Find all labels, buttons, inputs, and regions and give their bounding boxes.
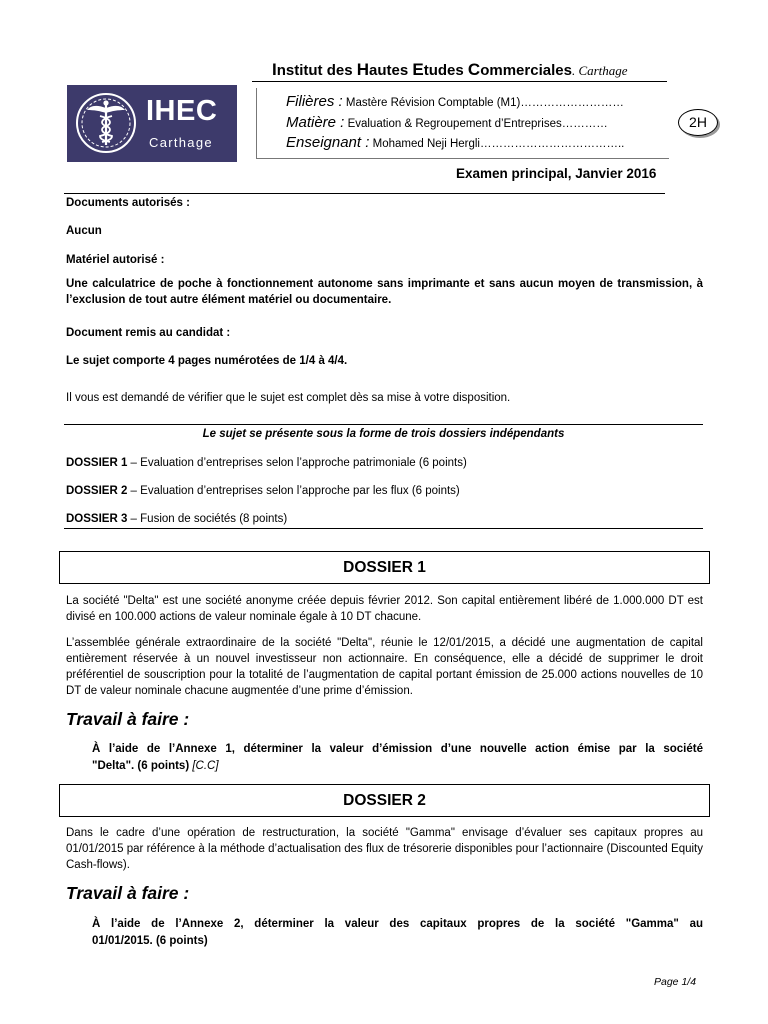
filieres-line: Filières : Mastère Révision Comptable (M1)……………………… — [286, 93, 624, 110]
dossier-2-title: DOSSIER 2 — [59, 784, 710, 817]
exam-title: Examen principal, Janvier 2016 — [456, 166, 657, 181]
dossier-2-paragraph-1: Dans le cadre d’une opération de restructuration, la société "Gamma" envisage d’évaluer ses capitaux propres au 01/01/2015 par référence à la méthode d’actualisation des flux de trésorerie disponibles pour l’actionnaire (Discounted Equity Cash-flows). — [66, 827, 703, 871]
header-bottom-rule — [64, 193, 665, 194]
ihec-logo — [67, 85, 237, 162]
structure-intro: Le sujet se présente sous la forme de trois dossiers indépendants — [202, 428, 565, 440]
documents-label: Documents autorisés : — [66, 197, 190, 209]
enseignant-line: Enseignant : Mohamed Neji Hergli……………………………….. — [286, 134, 625, 151]
header-rule — [252, 81, 667, 82]
structure-item-2: DOSSIER 2 – Evaluation d’entreprises selon l’approche par les flux (6 points) — [66, 485, 460, 497]
dossier-1-travail-heading: Travail à faire : — [66, 709, 190, 729]
materiel-label: Matériel autorisé : — [66, 254, 165, 266]
institute-title: Institut des Hautes Etudes Commerciales. Carthage — [272, 60, 628, 79]
logo-ihec-text: IHEC — [146, 95, 218, 127]
dossier-1-paragraph-2: L’assemblée générale extraordinaire de la société "Delta", réunie le 12/01/2015, a décidé une augmentation de capital entièrement réservée à un nouvel investisseur non actionnaire. En conséquence, elle a décidé de supprimer le droit préférentiel de souscription pour la totalité de l’augmentation de capital portant émission de 25.000 actions nouvelles de 10 DT de valeur nominale chacune augmentée d’une prime d’émission. — [66, 637, 703, 697]
structure-bottom-rule — [64, 528, 703, 529]
dossier-1-title: DOSSIER 1 — [59, 551, 710, 584]
dossier-2-task-line-1: À l’aide de l’Annexe 2, déterminer la valeur des capitaux propres de la société "Gamma" au — [92, 918, 703, 930]
materiel-value: Une calculatrice de poche à fonctionnement autonome sans imprimante et sans aucun moyen de transmission, à l’exclusion de tout autre élément matériel ou documentaire. — [66, 278, 703, 306]
document-remis-value: Le sujet comporte 4 pages numérotées de 1/4 à 4/4. — [66, 355, 348, 367]
verification-note: Il vous est demandé de vérifier que le sujet est complet dès sa mise à votre disposition. — [66, 392, 511, 404]
document-remis-label: Document remis au candidat : — [66, 327, 231, 339]
dossier-1-task-line-2: "Delta". (6 points) [C.C] — [92, 760, 219, 772]
dossier-2-travail-heading: Travail à faire : — [66, 883, 190, 903]
dossier-1-paragraph-1: La société "Delta" est une société anonyme créée depuis février 2012. Son capital entièrement libéré de 1.000.000 DT est divisé en 100.000 actions de valeur nominale égale à 10 DT chacune. — [66, 595, 703, 623]
matiere-line: Matière : Evaluation & Regroupement d’Entreprises………… — [286, 114, 608, 131]
logo-city-text: Carthage — [149, 135, 213, 150]
structure-item-3: DOSSIER 3 – Fusion de sociétés (8 points) — [66, 513, 288, 525]
caduceus-emblem-icon — [74, 91, 138, 155]
structure-item-1: DOSSIER 1 – Evaluation d’entreprises selon l’approche patrimoniale (6 points) — [66, 457, 467, 469]
course-info-box — [256, 88, 669, 159]
dossier-1-task-reference: [C.C] — [192, 760, 219, 772]
duration-badge: 2H — [678, 109, 718, 136]
structure-top-rule — [64, 424, 703, 425]
page-number: Page 1/4 — [654, 976, 697, 988]
documents-value: Aucun — [66, 225, 102, 237]
dossier-1-task-line-1: À l’aide de l’Annexe 1, déterminer la valeur d’émission d’une nouvelle action émise par la société — [92, 743, 703, 755]
dossier-2-task-line-2: 01/01/2015. (6 points) — [92, 935, 208, 947]
